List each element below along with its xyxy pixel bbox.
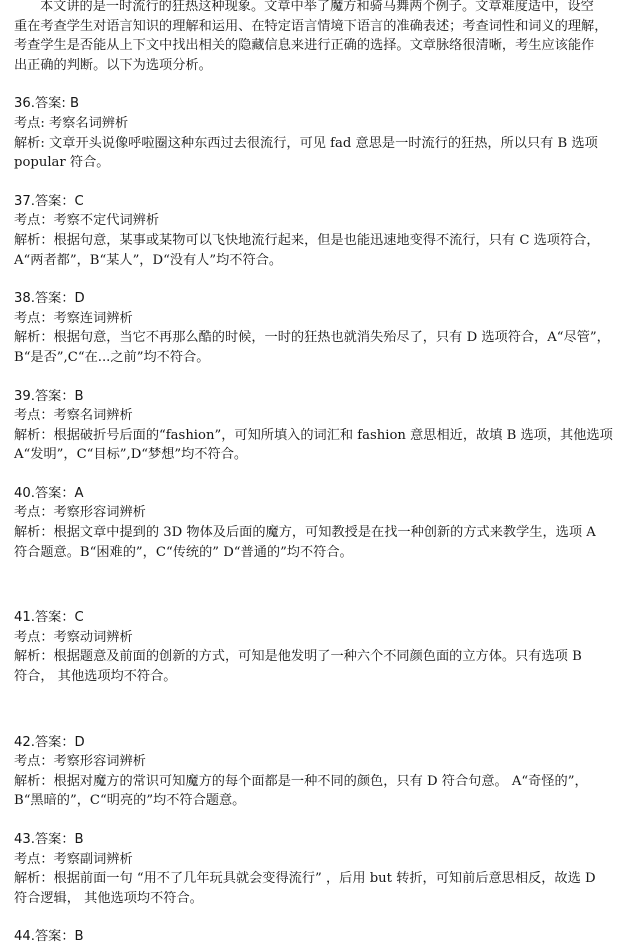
answer-item-42 xyxy=(14,733,624,811)
analysis-line: B“黑暗的”，C“明亮的”均不符合题意。 xyxy=(14,793,246,809)
point-line: 考点：考察动词辨析 xyxy=(14,629,133,645)
intro-line: 重在考查学生对语言知识的理解和运用、在特定语言情境下语言的准确表述；考查词性和词义的理解， xyxy=(14,18,608,34)
answer-item-36 xyxy=(14,94,624,172)
point-line: 考点：考察不定代词辨析 xyxy=(14,213,160,229)
analysis-line: 符合题意。B“困难的”，C“传统的” D“普通的”均不符合。 xyxy=(14,544,353,560)
point-line: 考点：考察形容词辨析 xyxy=(14,754,146,770)
analysis-line: 解析：根据文章中提到的 3D 物体及后面的魔方，可知教授是在找一种创新的方式来教学生，选项 A xyxy=(14,525,596,541)
point-line: 考点：考察副词辨析 xyxy=(14,851,133,867)
answer-line: 39.答案：B xyxy=(14,388,84,404)
analysis-line: 解析：根据破折号后面的“fashion”，可知所填入的词汇和 fashion 意思相近，故填 B 选项，其他选项 xyxy=(14,427,613,443)
analysis-line: 符合， 其他选项均不符合。 xyxy=(14,669,177,685)
answer-item-38 xyxy=(14,289,624,367)
answer-item-39 xyxy=(14,387,624,465)
analysis-line: 解析：根据题意及前面的创新的方式，可知是他发明了一种六个不同颜色面的立方体。只有选项 B xyxy=(14,649,582,665)
answer-item-43 xyxy=(14,830,624,908)
analysis-line: 解析：根据对魔方的常识可知魔方的每个面都是一种不同的颜色，只有 D 符合句意。 A“奇怪的”， xyxy=(14,773,588,789)
point-line: 考点：考察形容词辨析 xyxy=(14,505,146,521)
analysis-line: A“两者都”，B“某人”，D“没有人”均不符合。 xyxy=(14,252,283,268)
analysis-line: 解析：根据句意，当它不再那么酷的时候，一时的狂热也就消失殆尽了，只有 D 选项符合，A“尽管”， xyxy=(14,330,610,346)
point-line: 考点: 考察名词辨析 xyxy=(14,115,129,131)
analysis-line: 解析：根据前面一句 “用不了几年玩具就会变得流行” ，后用 but 转折，可知前后意思相反，故选 D xyxy=(14,871,596,887)
answer-item-40 xyxy=(14,484,624,562)
answer-line: 36.答案: B xyxy=(14,96,80,112)
analysis-line: popular 符合。 xyxy=(14,155,110,171)
answer-line: 38.答案：D xyxy=(14,291,85,307)
answer-item-44 xyxy=(14,927,624,947)
answer-line: 44.答案：B xyxy=(14,929,84,945)
analysis-line: 解析：根据句意，某事或某物可以飞快地流行起来，但是也能迅速地变得不流行，只有 C 选项符合， xyxy=(14,232,600,248)
analysis-line: A“发明”，C“目标”,D“梦想”均不符合。 xyxy=(14,447,248,463)
answer-item-41 xyxy=(14,608,624,686)
analysis-line: 符合逻辑， 其他选项均不符合。 xyxy=(14,890,203,906)
answer-line: 43.答案：B xyxy=(14,832,84,847)
answer-line: 42.答案：D xyxy=(14,734,85,750)
point-line: 考点：考察连词辨析 xyxy=(14,310,133,326)
answer-line: 40.答案：A xyxy=(14,485,84,501)
answer-line: 37.答案：C xyxy=(14,193,84,209)
analysis-line: 解析: 文章开头说像呼啦圈这种东西过去很流行，可见 fad 意思是一时流行的狂热，所以只有 B 选项 xyxy=(14,135,598,151)
intro-line: 本文讲的是一时流行的狂热这种现象。文章中举了魔方和骑马舞两个例子。文章难度适中，设空 xyxy=(40,0,594,14)
point-line: 考点：考察名词辨析 xyxy=(14,408,133,424)
intro-paragraph xyxy=(14,0,624,75)
answer-line: 41.答案：C xyxy=(14,610,84,626)
intro-line: 考查学生是否能从上下文中找出相关的隐藏信息来进行正确的选择。文章脉络很清晰，考生应该能作 xyxy=(14,38,595,54)
analysis-line: B“是否”,C“在...之前”均不符合。 xyxy=(14,349,210,365)
answer-item-37 xyxy=(14,192,624,270)
intro-line: 出正确的判断。以下为选项分析。 xyxy=(14,57,212,73)
